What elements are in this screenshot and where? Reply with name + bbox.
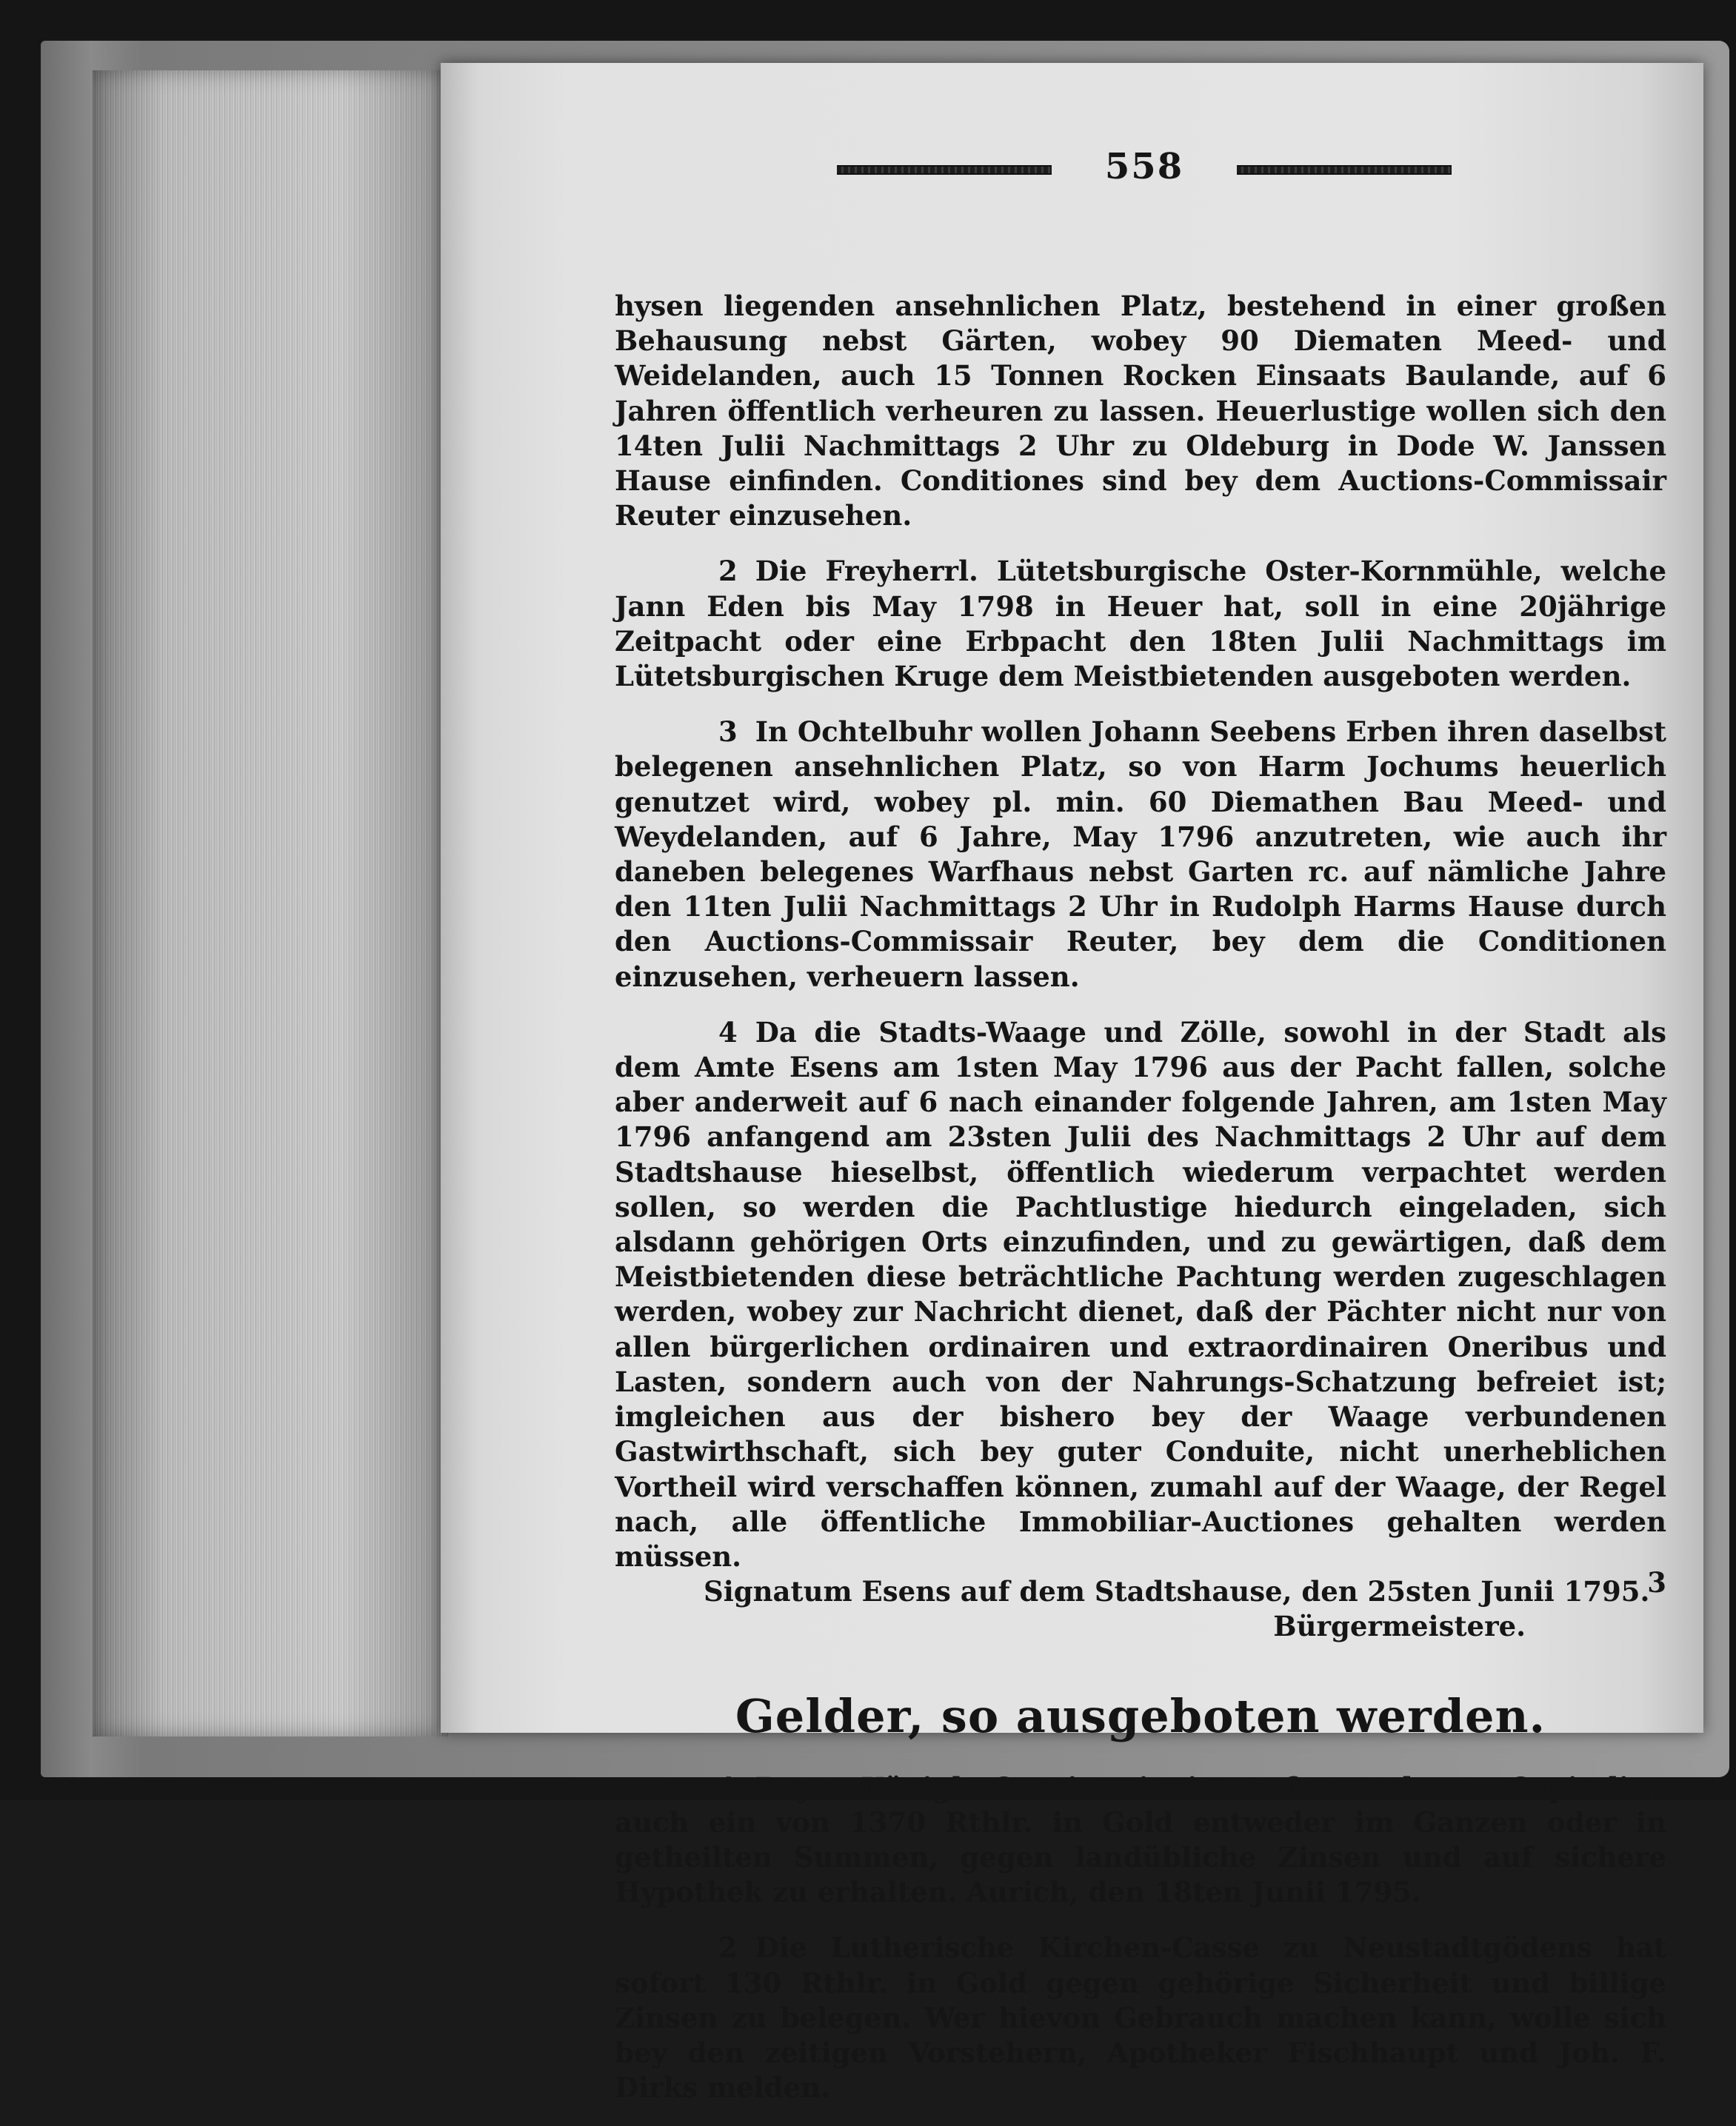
signature-place-date: Signatum Esens auf dem Stadtshause, den 25sten Junii 1795. <box>704 1575 1650 1608</box>
paragraph-number: 4 <box>718 1015 738 1049</box>
paragraph-text: Die Freyherrl. Lütetsburgische Oster-Kornmühle, welche Jann Eden bis May 1798 in Heuer hat, soll in eine 20jährige Zeitpacht oder eine Erbpacht den 18ten Julii Nachmittags im Lütetsburgischen Kruge dem Meistbietenden ausgeboten werden. <box>615 555 1666 693</box>
book-page <box>441 63 1703 2105</box>
page-edges <box>93 70 448 1736</box>
paragraph-2 <box>615 554 1666 694</box>
paragraph-text: Da die Stadts-Waage und Zölle, sowohl in der Stadt als dem Amte Esens am 1sten May 1796 aus der Pacht fallen, solche aber anderweit auf 6 nach einander folgende Jahren, am 1sten May 1796 anfangend am 23sten Julii des Nachmittags 2 Uhr auf dem Stadtshause hieselbst, öffentlich wiederum verpachtet werden sollen, so werden die Pachtlustige hiedurch eingeladen, sich alsdann gehörigen Orts einzufinden, und zu gewärtigen, daß dem Meistbietenden diese beträchtliche Pachtung werden zugeschlagen werden, wobey zur Nachricht dienet, daß der Pächter nicht nur von allen bürgerlichen ordinairen und extraordinairen Oneribus und Lasten, sondern auch von der Nahrungs-Schatzung befreiet ist; imgleichen aus der bishero bey der Waage verbundenen Gastwirthschaft, sich bey guter Conduite, nicht unerheblichen Vortheil wird verschaffen können, zumahl auf der Waage, der Regel nach, alle öffentliche Immobiliar-Auctiones gehalten werden müssen. <box>615 1015 1666 1573</box>
paragraph-number: 2 <box>718 1931 738 1965</box>
paragraph-number: 1 <box>718 1771 738 1804</box>
paragraph-text: hysen liegenden ansehnlichen Platz, bestehend in einer großen Behausung nebst Gärten, wobey 90 Diematen Meed- und Weidelanden, auch 15 Tonnen Rocken Einsaats Baulande, auf 6 Jahren öffentlich verheuren zu lassen. Heuerlustige wollen sich den 14ten Julii Nachmittags 2 Uhr zu Oldeburg in Dode W. Janssen Hause einfinden. Conditiones sind bey dem Auctions-Commissair Reuter einzusehen. <box>615 290 1666 532</box>
paragraph-text: In Ochtelbuhr wollen Johann Seebens Erben ihren daselbst belegenen ansehnlichen Platz, so von Harm Jochums heuerlich genutzet wird, wobey pl. min. 60 Diemathen Bau Meed- und Weydelanden, auf 6 Jahre, May 1796 anzutreten, wie auch ihr daneben belegenes Warfhaus nebst Garten rc. auf nämliche Jahre den 11ten Julii Nachmittags 2 Uhr in Rudolph Harms Hause durch den Auctions-Commissair Reuter, bey dem die Conditionen einzusehen, verheuern lassen. <box>615 715 1666 993</box>
page-number: 558 <box>1104 146 1184 187</box>
catchword: 3 <box>1647 1566 1666 1599</box>
section-paragraph-1 <box>615 1771 1666 1911</box>
section-heading: Gelder, so ausgeboten werden. <box>735 1688 1546 1743</box>
page-header <box>615 137 1666 204</box>
page-content <box>615 137 1666 2105</box>
header-rule-right <box>1237 165 1452 175</box>
paragraph-4 <box>615 1015 1666 1574</box>
paragraph-number: 2 <box>718 555 738 588</box>
paragraph-1-continued <box>615 289 1666 533</box>
section-paragraph-2 <box>615 1931 1666 2105</box>
header-rule-left <box>837 165 1052 175</box>
paragraph-text: Die Lutherische Kirchen-Casse zu Neustadtgödens hat sofort 130 Rthlr. in Gold gegen gehörige Sicherheit und billige Zinsen zu belegen. Wer hievon Gebrauch machen kann, wolle sich bey den zeitigen Vorstehern, Apotheker Fischhaupt und Joh. F. Dirks melden. <box>615 1931 1666 2105</box>
paragraph-text: Beym Königl. Consistorio ist außer mehrern Capitalien auch ein von 1370 Rthlr. in Gold entweder im Ganzen oder in getheilten Summen, gegen landübliche Zinsen und auf sichere Hypothek zu erhalten. Aurich, den 18ten Junii 1795. <box>615 1771 1666 1909</box>
paragraph-3 <box>615 715 1666 995</box>
body-text <box>615 289 1666 2126</box>
paragraph-number: 3 <box>718 715 738 749</box>
signature-signer: Bürgermeistere. <box>1273 1610 1526 1643</box>
